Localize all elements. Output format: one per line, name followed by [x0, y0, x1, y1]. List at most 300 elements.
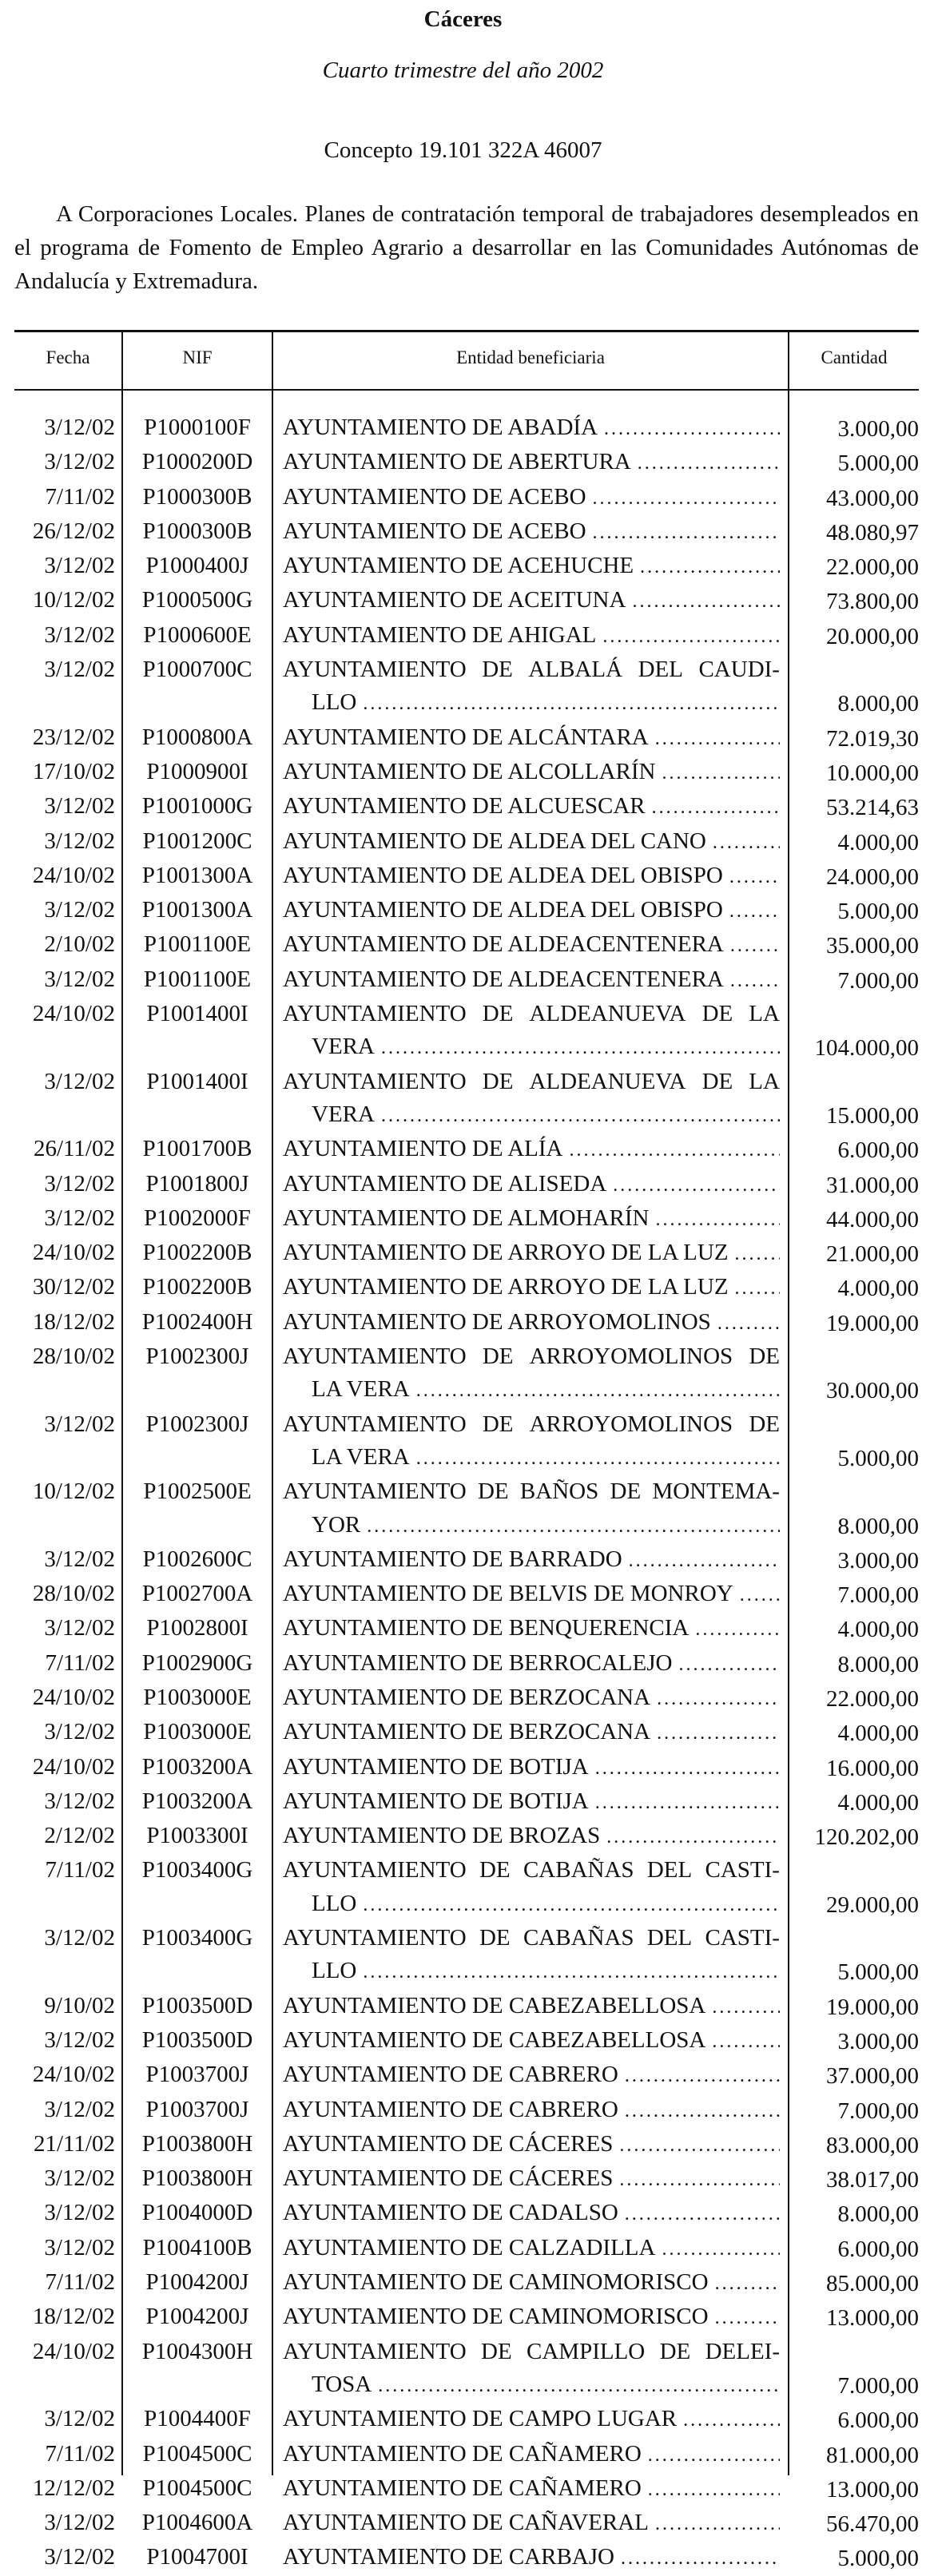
dot-leader [662, 757, 781, 790]
table-row [0, 1236, 926, 1271]
entity-text: AYUNTAMIENTO DE BELVIS DE MONROY [283, 1581, 733, 1607]
row-nif: P1001100E [143, 931, 252, 958]
entity-text: AYUNTAMIENTO DE ARROYO DE LA LUZ [283, 1274, 729, 1300]
row-amount: 3.000,00 [837, 416, 919, 442]
column-header-cantidad: Cantidad [821, 347, 888, 367]
page-title: Cáceres [423, 6, 503, 32]
row-date: 2/12/02 [44, 1823, 115, 1849]
entity-word: AYUNTAMIENTO [283, 657, 467, 683]
row-nif: P1001200C [142, 828, 252, 854]
row-entity [283, 1271, 780, 1305]
column-header-fecha: Fecha [46, 347, 90, 367]
row-amount: 6.000,00 [837, 2236, 919, 2262]
row-date: 24/10/02 [32, 1240, 115, 1266]
row-entity [283, 1990, 780, 2024]
row-amount: 8.000,00 [837, 1513, 919, 1539]
table-row [0, 1066, 926, 1133]
row-nif: P1000500G [141, 587, 253, 613]
entity-text: AYUNTAMIENTO DE ALDEACENTENERA [283, 966, 724, 992]
table-row [0, 1820, 926, 1854]
entity-word: DE [482, 657, 513, 683]
row-amount: 7.000,00 [837, 967, 919, 994]
row-date: 3/12/02 [44, 1411, 115, 1437]
entity-word: AYUNTAMIENTO [283, 1344, 467, 1370]
row-date: 3/12/02 [44, 2510, 115, 2536]
table-row [0, 2128, 926, 2162]
row-amount: 43.000,00 [826, 485, 919, 511]
row-nif: P1003800H [141, 2130, 253, 2157]
entity-text: AYUNTAMIENTO DE ALCUESCAR [283, 793, 646, 820]
entity-word: DE [482, 1068, 514, 1094]
dot-leader [416, 1443, 780, 1475]
dot-leader [593, 482, 780, 515]
row-nif: P1003700J [145, 2096, 249, 2122]
entity-line [283, 1854, 780, 1887]
row-amount: 13.000,00 [826, 2476, 919, 2503]
entity-line [283, 515, 780, 550]
table-row [0, 1306, 926, 1340]
row-date: 7/11/02 [45, 2440, 115, 2467]
dot-leader [657, 1683, 780, 1716]
row-entity [283, 1340, 780, 1408]
row-amount: 5.000,00 [837, 451, 919, 477]
table-row [0, 2058, 926, 2093]
entity-word: CASTI- [705, 1925, 780, 1951]
row-amount: 53.214,63 [826, 795, 919, 821]
entity-line [283, 2162, 780, 2197]
row-amount: 15.000,00 [826, 1102, 919, 1129]
row-nif: P1002300J [145, 1411, 249, 1437]
row-amount: 5.000,00 [837, 1445, 919, 1471]
row-entity [283, 1716, 780, 1750]
row-entity [283, 2128, 780, 2162]
entity-word: LA [749, 1001, 780, 1027]
row-date: 7/11/02 [45, 2269, 115, 2296]
entity-line [283, 2368, 780, 2403]
entity-word: AYUNTAMIENTO [283, 1925, 467, 1951]
table-row [0, 2507, 926, 2541]
entity-line [283, 2541, 780, 2575]
entity-line [283, 481, 780, 515]
entity-word: AYUNTAMIENTO [283, 1857, 467, 1883]
row-entity [283, 894, 780, 928]
row-date: 3/12/02 [44, 1788, 115, 1814]
row-date: 26/12/02 [32, 518, 115, 544]
row-entity [283, 2162, 780, 2197]
entity-line [283, 1133, 780, 1167]
row-entity [283, 2300, 780, 2335]
row-date: 10/12/02 [32, 587, 115, 613]
entity-line [283, 1408, 780, 1441]
entity-word: AYUNTAMIENTO [283, 1068, 467, 1094]
table-row [0, 411, 926, 446]
row-amount: 7.000,00 [837, 2098, 919, 2124]
entity-text: AYUNTAMIENTO DE ARROYO DE LA LUZ [283, 1240, 729, 1266]
entity-line [283, 1202, 780, 1236]
row-nif: P1000300B [142, 518, 252, 544]
row-entity [283, 963, 780, 998]
row-amount: 6.000,00 [837, 2407, 919, 2434]
row-amount: 8.000,00 [837, 691, 919, 717]
row-amount: 72.019,30 [826, 725, 919, 752]
row-amount: 85.000,00 [826, 2271, 919, 2297]
row-date: 30/12/02 [32, 1274, 115, 1300]
entity-word: DE [482, 1344, 514, 1370]
row-entity [283, 515, 780, 550]
row-entity [283, 2024, 780, 2058]
row-nif: P1000600E [143, 621, 252, 648]
entity-line [283, 584, 780, 618]
table-row [0, 825, 926, 859]
row-entity [283, 790, 780, 824]
row-nif: P1000300B [142, 483, 252, 510]
entity-text: AYUNTAMIENTO DE CAÑAMERO [283, 2475, 642, 2501]
row-amount: 120.202,00 [814, 1824, 919, 1851]
row-date: 3/12/02 [44, 2544, 115, 2570]
entity-line [283, 2058, 780, 2093]
entity-word: ALBALÁ [528, 657, 623, 683]
row-nif: P1004600A [141, 2510, 253, 2536]
description-paragraph: A Corporaciones Locales. Planes de contratación temporal de trabajadores desempleados en el programa de Fomento de Empleo Agrario a desarrollar en las Comunidades Autónomas de Andalucía y Extremadura. [14, 201, 919, 294]
row-amount: 35.000,00 [826, 933, 919, 959]
table-row [0, 2024, 926, 2058]
row-date: 3/12/02 [44, 1615, 115, 1641]
entity-line [283, 928, 780, 963]
row-nif: P1000700C [142, 657, 252, 683]
entity-line [283, 1922, 780, 1955]
row-amount: 3.000,00 [837, 1547, 919, 1574]
entity-line [283, 1955, 780, 1989]
row-date: 3/12/02 [44, 1170, 115, 1197]
entity-text: YOR [312, 1511, 361, 1538]
table-row [0, 2266, 926, 2300]
entity-line [283, 1887, 780, 1922]
row-nif: P1001800J [145, 1170, 249, 1197]
row-amount: 13.000,00 [826, 2305, 919, 2332]
entity-text: AYUNTAMIENTO DE ALÍA [283, 1136, 563, 1162]
row-date: 3/12/02 [44, 621, 115, 648]
entity-word: LA [749, 1068, 780, 1094]
entity-text: AYUNTAMIENTO DE BERZOCANA [283, 1684, 651, 1710]
dot-leader [378, 2370, 780, 2403]
entity-word: AYUNTAMIENTO [283, 2338, 467, 2364]
entity-line [283, 1340, 780, 1373]
entity-line [283, 1098, 780, 1133]
entity-text: AYUNTAMIENTO DE BENQUERENCIA [283, 1615, 690, 1641]
row-date: 21/11/02 [33, 2130, 115, 2157]
dot-leader [632, 585, 780, 618]
row-amount: 81.000,00 [826, 2442, 919, 2468]
dot-leader [678, 1649, 780, 1681]
row-nif: P1002300J [145, 1344, 249, 1370]
entity-text: AYUNTAMIENTO DE CÁCERES [283, 2130, 614, 2157]
entity-line [283, 653, 780, 686]
entity-line [283, 1168, 780, 1202]
table-row [0, 1647, 926, 1681]
table-row [0, 584, 926, 618]
entity-text: AYUNTAMIENTO DE ABADÍA [283, 415, 598, 440]
dot-leader [730, 930, 780, 963]
entity-line [283, 963, 780, 998]
table-row [0, 2472, 926, 2507]
dot-leader [695, 1613, 780, 1646]
row-nif: P1002200B [142, 1274, 252, 1300]
row-nif: P1002500E [143, 1479, 252, 1505]
entity-text: AYUNTAMIENTO DE CAMINOMORISCO [283, 2304, 709, 2330]
entity-word: DE [659, 2338, 691, 2364]
row-nif: P1004500C [142, 2440, 252, 2467]
row-nif: P1000100F [144, 415, 251, 440]
dot-leader [381, 1032, 780, 1065]
dot-leader [717, 1308, 780, 1340]
entity-text: AYUNTAMIENTO DE CABEZABELLOSA [283, 2026, 706, 2053]
table-row [0, 721, 926, 756]
entity-text: AYUNTAMIENTO DE ABERTURA [283, 449, 631, 475]
entity-text: AYUNTAMIENTO DE CABRERO [283, 2096, 618, 2122]
row-amount: 4.000,00 [837, 1617, 919, 1643]
row-amount: 83.000,00 [826, 2132, 919, 2158]
table-row [0, 1785, 926, 1820]
row-entity [283, 1168, 780, 1202]
row-entity [283, 1133, 780, 1167]
dot-leader [655, 1204, 780, 1236]
dot-leader [715, 2268, 780, 2300]
entity-word: DE [749, 1411, 780, 1437]
row-nif: P1003200A [141, 1753, 253, 1780]
row-date: 3/12/02 [44, 966, 115, 992]
entity-text: VERA [312, 1101, 375, 1127]
table-row [0, 515, 926, 550]
dot-leader [652, 792, 780, 824]
row-date: 3/12/02 [44, 828, 115, 854]
row-amount: 104.000,00 [814, 1035, 919, 1062]
table-row [0, 1716, 926, 1750]
row-amount: 5.000,00 [837, 899, 919, 925]
row-nif: P1002200B [142, 1240, 252, 1266]
row-entity [283, 1408, 780, 1476]
row-amount: 16.000,00 [826, 1755, 919, 1781]
entity-line [283, 825, 780, 859]
row-date: 3/12/02 [44, 553, 115, 579]
row-nif: P1003000E [143, 1684, 252, 1710]
entity-text: AYUNTAMIENTO DE CABRERO [283, 2062, 618, 2088]
row-nif: P1002900G [141, 1649, 253, 1676]
row-date: 24/10/02 [32, 1753, 115, 1780]
table-row [0, 550, 926, 584]
row-amount: 56.470,00 [826, 2511, 919, 2538]
entity-word: CABAÑAS [523, 1925, 634, 1951]
table-row [0, 859, 926, 894]
entity-line [283, 1716, 780, 1750]
row-amount: 22.000,00 [826, 1685, 919, 1712]
dot-leader [367, 1510, 780, 1543]
row-nif: P1001400I [146, 1068, 248, 1094]
dot-leader [619, 2129, 780, 2162]
row-amount: 20.000,00 [826, 623, 919, 649]
entity-text: AYUNTAMIENTO DE BROZAS [283, 1823, 601, 1849]
dot-leader [363, 1956, 780, 1989]
row-amount: 7.000,00 [837, 2372, 919, 2399]
entity-text: AYUNTAMIENTO DE ALDEA DEL OBISPO [283, 862, 723, 888]
row-nif: P1000400J [145, 553, 249, 579]
entity-text: AYUNTAMIENTO DE CAMPO LUGAR [283, 2406, 678, 2432]
entity-line [283, 1236, 780, 1271]
entity-line [283, 2266, 780, 2300]
entity-text: AYUNTAMIENTO DE ALCOLLARÍN [283, 758, 656, 784]
row-amount: 8.000,00 [837, 1651, 919, 1677]
entity-word: DEL [638, 657, 683, 683]
row-nif: P1002800I [146, 1615, 248, 1641]
entity-line [283, 550, 780, 584]
entity-text: AYUNTAMIENTO DE CAÑAMERO [283, 2440, 642, 2467]
entity-line [283, 2300, 780, 2335]
row-amount: 10.000,00 [826, 760, 919, 786]
row-amount: 48.080,97 [826, 519, 919, 546]
row-date: 7/11/02 [45, 1857, 115, 1883]
row-date: 24/10/02 [32, 2062, 115, 2088]
entity-word: ARROYOMOLINOS [529, 1344, 733, 1370]
entity-word: DEL [646, 1857, 693, 1883]
entity-text: AYUNTAMIENTO DE ALCÁNTARA [283, 724, 649, 750]
row-amount: 38.017,00 [826, 2167, 919, 2193]
entity-line [283, 1475, 780, 1508]
dot-leader [595, 1787, 780, 1820]
entity-line [283, 721, 780, 756]
row-nif: P1000200D [141, 449, 253, 475]
entity-line [283, 2336, 780, 2368]
row-entity [283, 2472, 780, 2507]
entity-line [283, 1373, 780, 1407]
row-entity [283, 550, 780, 584]
row-date: 3/12/02 [44, 1925, 115, 1951]
period-subtitle: Cuarto trimestre del año 2002 [322, 58, 604, 83]
table-row [0, 756, 926, 790]
entity-line [283, 2128, 780, 2162]
row-nif: P1003700J [145, 2062, 249, 2088]
row-date: 28/10/02 [32, 1344, 115, 1370]
entity-text: AYUNTAMIENTO DE CAÑAVERAL [283, 2510, 649, 2536]
entity-text: AYUNTAMIENTO DE CADALSO [283, 2200, 618, 2226]
row-entity [283, 1751, 780, 1785]
row-nif: P1004300H [141, 2338, 253, 2364]
row-nif: P1001400I [146, 1001, 248, 1027]
entity-line [283, 686, 780, 720]
row-date: 24/10/02 [32, 1001, 115, 1027]
table-row [0, 1990, 926, 2024]
entity-word: AYUNTAMIENTO [283, 1479, 467, 1505]
dot-leader [363, 688, 780, 720]
row-nif: P1004000D [141, 2200, 253, 2226]
dot-leader [381, 1100, 780, 1133]
table-row [0, 894, 926, 928]
entity-text: AYUNTAMIENTO DE ACEBO [283, 518, 586, 544]
entity-line [283, 2507, 780, 2541]
entity-line [283, 446, 780, 480]
row-amount: 21.000,00 [826, 1241, 919, 1268]
dot-leader [662, 2233, 780, 2266]
row-entity [283, 1202, 780, 1236]
row-amount: 8.000,00 [837, 2201, 919, 2228]
row-nif: P1001300A [141, 862, 253, 888]
table-row [0, 653, 926, 721]
table-row [0, 928, 926, 963]
row-date: 3/12/02 [44, 2406, 115, 2432]
row-date: 3/12/02 [44, 1719, 115, 1745]
entity-line [283, 1543, 780, 1578]
entity-line [283, 2024, 780, 2058]
row-nif: P1004400F [144, 2406, 251, 2432]
row-nif: P1004200J [145, 2269, 249, 2296]
entity-text: AYUNTAMIENTO DE ALDEACENTENERA [283, 931, 724, 958]
row-entity [283, 2541, 780, 2575]
table-header-rule [14, 389, 919, 391]
dot-leader [621, 2542, 780, 2575]
entity-line [283, 2094, 780, 2128]
row-date: 3/12/02 [44, 2096, 115, 2122]
entity-word: DE [479, 1925, 511, 1951]
entity-line [283, 790, 780, 824]
table-row [0, 1922, 926, 1990]
entity-text: AYUNTAMIENTO DE BERROCALEJO [283, 1649, 673, 1676]
table-row [0, 963, 926, 998]
entity-line [283, 1441, 780, 1475]
entity-line [283, 2403, 780, 2437]
row-nif: P1003400G [141, 1857, 253, 1883]
row-date: 28/10/02 [32, 1581, 115, 1607]
row-entity [283, 2403, 780, 2437]
row-date: 3/12/02 [44, 1068, 115, 1094]
dot-leader [595, 1752, 780, 1785]
table-row [0, 2197, 926, 2231]
row-entity [283, 1475, 780, 1543]
table-row [0, 998, 926, 1066]
entity-text: AYUNTAMIENTO DE CALZADILLA [283, 2234, 656, 2260]
row-nif: P1003000E [143, 1719, 252, 1745]
dot-leader [683, 2404, 780, 2437]
row-nif: P1004100B [142, 2234, 252, 2260]
row-entity [283, 721, 780, 756]
entity-word: BAÑOS [519, 1479, 599, 1505]
row-amount: 19.000,00 [826, 1310, 919, 1336]
row-date: 26/11/02 [33, 1136, 115, 1162]
dot-leader [735, 1238, 780, 1271]
row-amount: 30.000,00 [826, 1378, 919, 1404]
row-nif: P1000900I [146, 758, 248, 784]
entity-word: DEL [646, 1925, 693, 1951]
row-date: 12/12/02 [32, 2475, 115, 2501]
entity-word: CAUDI- [698, 657, 780, 683]
row-nif: P1003300I [146, 1823, 248, 1849]
row-entity [283, 1236, 780, 1271]
row-date: 3/12/02 [44, 2165, 115, 2192]
dot-leader [619, 2164, 780, 2197]
entity-word: DE [477, 1479, 509, 1505]
row-amount: 5.000,00 [837, 2546, 919, 2572]
row-date: 18/12/02 [32, 2304, 115, 2330]
entity-text: AYUNTAMIENTO DE ACEBO [283, 483, 586, 510]
row-entity [283, 1854, 780, 1922]
dot-leader [570, 1134, 781, 1167]
row-nif: P1001100E [143, 966, 252, 992]
table-row [0, 1475, 926, 1543]
entity-word: DE [610, 1479, 642, 1505]
row-entity [283, 2232, 780, 2266]
entity-word: DE [482, 1001, 514, 1027]
row-entity [283, 1681, 780, 1716]
row-amount: 19.000,00 [826, 1994, 919, 2020]
table-row [0, 1340, 926, 1408]
dot-leader [606, 1821, 780, 1854]
